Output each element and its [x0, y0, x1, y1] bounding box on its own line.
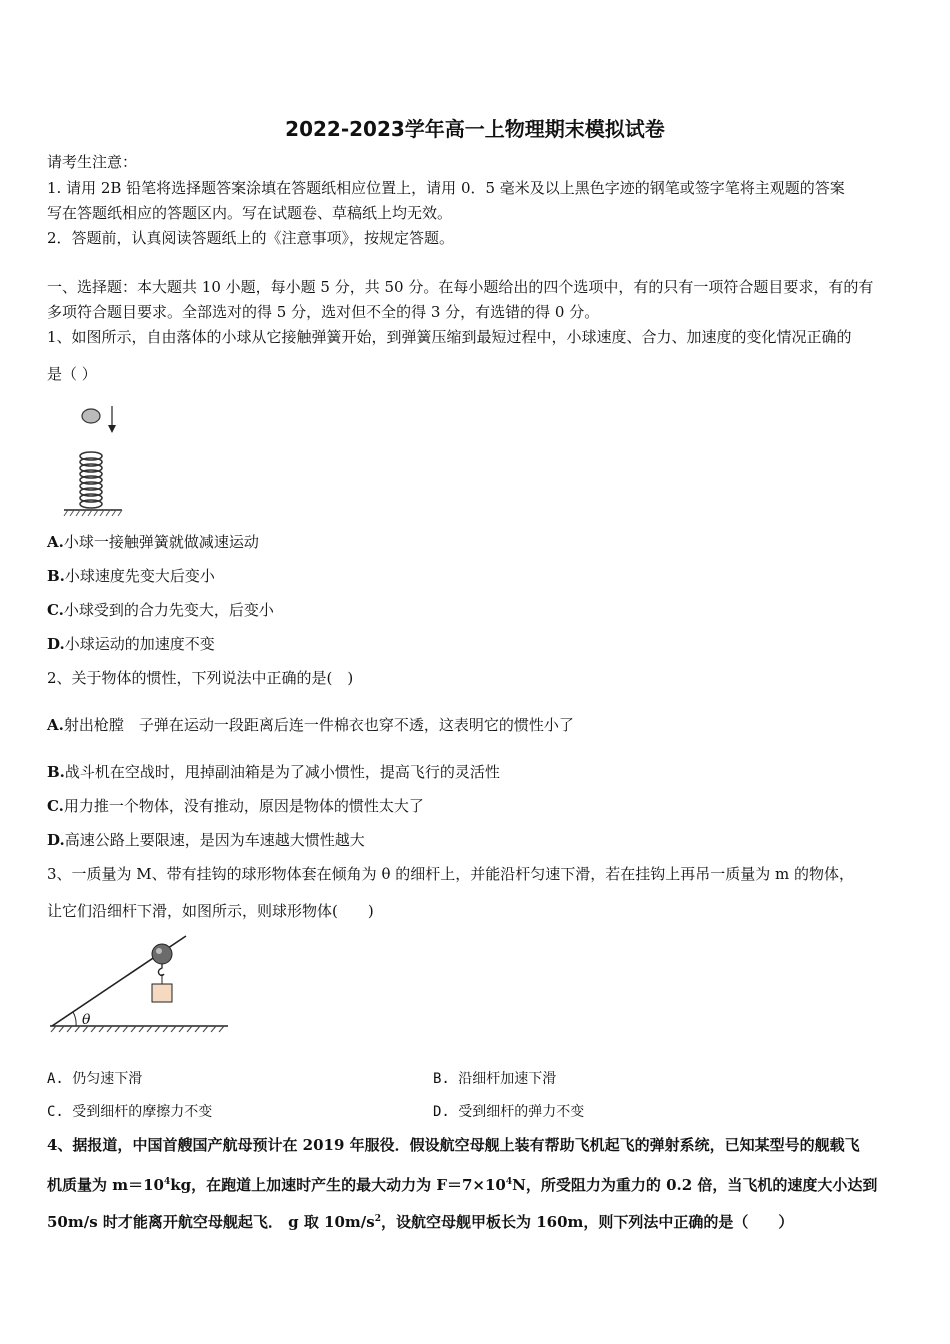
q1-stem-line-1: 1、如图所示，自由落体的小球从它接触弹簧开始，到弹簧压缩到最短过程中，小球速度、合力、加速度的变化情况正确的: [47, 328, 852, 346]
q1-option-a[interactable]: [47, 532, 259, 552]
q4-exponent-3: 2: [374, 1214, 381, 1224]
notice-line-1a: 1. 请用 2B 铅笔将选择题答案涂填在答题纸相应位置上，请用 0．5 毫米及以上黑色字迹的钢笔或签字笔将主观题的答案: [47, 179, 845, 197]
q3-stem-line-1: 3、一质量为 M、带有挂钩的球形物体套在倾角为 θ 的细杆上，并能沿杆匀速下滑，若在挂钩上再吊一质量为 m 的物体，: [47, 865, 855, 883]
option-letter: A.: [47, 533, 64, 551]
section-instructions-line-1: 一、选择题：本大题共 10 小题，每小题 5 分，共 50 分。在每小题给出的四个选项中，有的只有一项符合题目要求，有的有: [47, 278, 874, 296]
q1-option-c[interactable]: [47, 600, 274, 620]
q4-exponent-1: 4: [163, 1177, 171, 1187]
q4-line2-part3: N，所受阻力为重力的 0.2 倍，当飞机的速度大小达到: [512, 1176, 878, 1194]
q3-stem-line-2: 让它们沿细杆下滑，如图所示，则球形物体( ): [47, 902, 374, 920]
option-letter: C.: [47, 601, 64, 619]
incline-rod-figure: [44, 932, 230, 1036]
option-text: 高速公路上要限速，是因为车速越大惯性越大: [64, 831, 365, 849]
option-letter: A.: [47, 716, 64, 734]
q2-option-d[interactable]: [47, 830, 365, 850]
q3-option-a[interactable]: A. 仍匀速下滑: [47, 1071, 143, 1087]
q4-line3-part2: ，设航空母舰甲板长为 160m，则下列法中正确的是（ ）: [380, 1213, 794, 1231]
option-letter: B.: [47, 763, 65, 781]
q3-option-b[interactable]: B. 沿细杆加速下滑: [433, 1071, 557, 1087]
option-text: 小球一接触弹簧就做减速运动: [63, 533, 259, 551]
ball-spring-figure: [60, 398, 130, 520]
option-letter: D.: [47, 831, 65, 849]
option-text: 战斗机在空战时，甩掉副油箱是为了减小惯性，提高飞行的灵活性: [64, 763, 500, 781]
q4-line3-part1: 50m/s 时才能离开航空母舰起飞． g 取 10m/s: [47, 1213, 375, 1231]
section-instructions-line-2: 多项符合题目要求。全部选对的得 5 分，选对但不全的得 3 分，有选错的得 0 分。: [47, 303, 600, 321]
q4-line2-part2: kg，在跑道上加速时产生的最大动力为 F＝7×10: [170, 1176, 506, 1194]
angle-theta-label: θ: [82, 1012, 91, 1028]
q4-stem-line-2: [47, 1172, 877, 1195]
notice-line-1b: 写在答题纸相应的答题区内。写在试题卷、草稿纸上均无效。: [47, 204, 453, 222]
option-text: 小球运动的加速度不变: [64, 635, 215, 653]
option-text: 用力推一个物体，没有推动，原因是物体的惯性太大了: [63, 797, 424, 815]
q1-option-b[interactable]: [47, 566, 215, 586]
notice-line-2: 2．答题前，认真阅读答题纸上的《注意事项》，按规定答题。: [47, 229, 455, 247]
q4-exponent-2: 4: [505, 1177, 513, 1187]
option-text: 射出枪膛 子弹在运动一段距离后连一件棉衣也穿不透，这表明它的惯性小了: [63, 716, 574, 734]
q2-option-b[interactable]: [47, 762, 500, 782]
q2-option-a[interactable]: [47, 715, 574, 735]
q4-stem-line-1: 4、据报道，中国首艘国产航母预计在 2019 年服役．假设航空母舰上装有帮助飞机起飞的弹射系统，已知某型号的舰载飞: [47, 1136, 860, 1154]
option-text: 小球受到的合力先变大，后变小: [63, 601, 274, 619]
option-letter: D.: [47, 635, 65, 653]
q4-stem-line-3: [47, 1209, 793, 1232]
option-text: 小球速度先变大后变小: [64, 567, 215, 585]
q1-option-d[interactable]: [47, 634, 215, 654]
q2-stem: 2、关于物体的惯性，下列说法中正确的是( ): [47, 669, 354, 687]
q2-option-c[interactable]: [47, 796, 424, 816]
q3-option-d[interactable]: D. 受到细杆的弹力不变: [433, 1104, 585, 1120]
q4-line2-part1: 机质量为 m＝10: [47, 1176, 164, 1194]
page-title: 2022-2023学年高一上物理期末模拟试卷: [285, 117, 665, 141]
q1-stem-line-2: 是（ ）: [47, 365, 97, 383]
option-letter: C.: [47, 797, 64, 815]
notice-heading: 请考生注意：: [47, 153, 138, 171]
option-letter: B.: [47, 567, 65, 585]
q3-option-c[interactable]: C. 受到细杆的摩擦力不变: [47, 1104, 213, 1120]
